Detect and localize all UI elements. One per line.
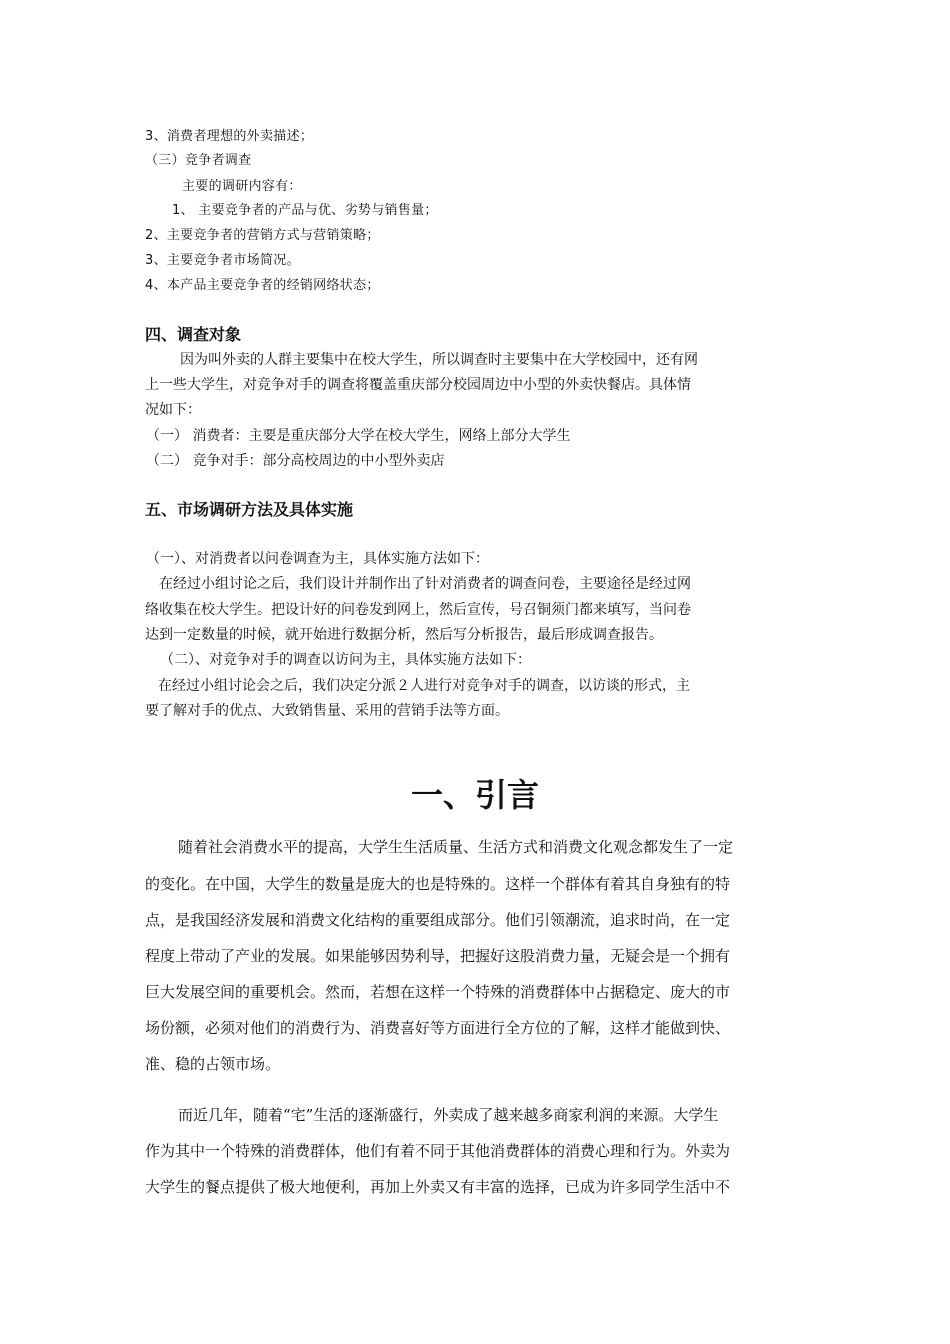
list-item: 1、 主要竞争者的产品与优、劣势与销售量； — [172, 203, 438, 218]
paragraph-line: 场份额，必须对他们的消费行为、消费喜好等方面进行全方位的了解，这样才能做到快、 — [145, 1019, 731, 1037]
paragraph-line: 大学生的餐点提供了极大地便利，再加上外卖又有丰富的选择，已成为许多同学生活中不 — [145, 1178, 731, 1196]
section-heading: 五、市场调研方法及具体实施 — [145, 500, 354, 519]
list-item: 3、主要竞争者市场简况。 — [145, 253, 300, 268]
paragraph-line: （二）、对竞争对手的调查以访问为主，具体实施方法如下： — [160, 652, 531, 668]
paragraph-line: （一）、对消费者以问卷调查为主，具体实施方法如下： — [146, 551, 489, 567]
paragraph-line: 作为其中一个特殊的消费群体，他们有着不同于其他消费群体的消费心理和行为。外卖为 — [145, 1142, 731, 1160]
paragraph-line: 巨大发展空间的重要机会。然而，若想在这样一个特殊的消费群体中占据稳定、庞大的市 — [145, 983, 731, 1001]
paragraph-line: 在经过小组讨论之后，我们设计并制作出了针对消费者的调查问卷，主要途径是经过网 — [159, 576, 691, 592]
list-item: 4、本产品主要竞争者的经销网络状态； — [145, 278, 380, 293]
list-item: 2、主要竞争者的营销方式与营销策略； — [145, 228, 380, 243]
paragraph-line: 在经过小组讨论会之后，我们决定分派２人进行对竞争对手的调查，以访谈的形式，主 — [158, 678, 690, 694]
paragraph-line: 因为叫外卖的人群主要集中在校大学生，所以调查时主要集中在大学校园中，还有网 — [180, 352, 698, 368]
page-title: 一、引言 — [410, 776, 539, 814]
paragraph-line: 上一些大学生，对竞争对手的调查将覆盖重庆部分校园周边中小型的外卖快餐店。具体情 — [145, 377, 691, 393]
list-item: （一） 消费者：主要是重庆部分大学在校大学生，网络上部分大学生 — [146, 428, 571, 444]
list-item: 3、消费者理想的外卖描述； — [145, 129, 314, 144]
paragraph-line: 而近几年，随着“宅”生活的逐渐盛行，外卖成了越来越多商家利润的来源。大学生 — [178, 1106, 719, 1124]
paragraph-line: 要了解对手的优点、大致销售量、采用的营销手法等方面。 — [145, 703, 509, 719]
paragraph-line: 准、稳的占领市场。 — [145, 1055, 281, 1073]
paragraph-line: 达到一定数量的时候，就开始进行数据分析，然后写分析报告，最后形成调查报告。 — [145, 627, 663, 643]
section-heading: 四、调查对象 — [145, 325, 242, 344]
list-item: （二） 竞争对手：部分高校周边的中小型外卖店 — [146, 453, 445, 469]
list-item: 主要的调研内容有： — [182, 179, 302, 194]
paragraph-line: 点，是我国经济发展和消费文化结构的重要组成部分。他们引领潮流，追求时尚，在一定 — [145, 911, 731, 929]
paragraph-line: 络收集在校大学生。把设计好的问卷发到网上，然后宣传，号召铜须门都来填写，当问卷 — [145, 602, 691, 618]
paragraph-line: 况如下： — [145, 402, 201, 418]
paragraph-line: 程度上带动了产业的发展。如果能够因势利导，把握好这股消费力量，无疑会是一个拥有 — [145, 947, 731, 965]
list-item: （三）竞争者调查 — [145, 153, 252, 168]
paragraph-line: 随着社会消费水平的提高，大学生生活质量、生活方式和消费文化观念都发生了一定 — [178, 838, 734, 856]
paragraph-line: 的变化。在中国，大学生的数量是庞大的也是特殊的。这样一个群体有着其自身独有的特 — [145, 875, 731, 893]
